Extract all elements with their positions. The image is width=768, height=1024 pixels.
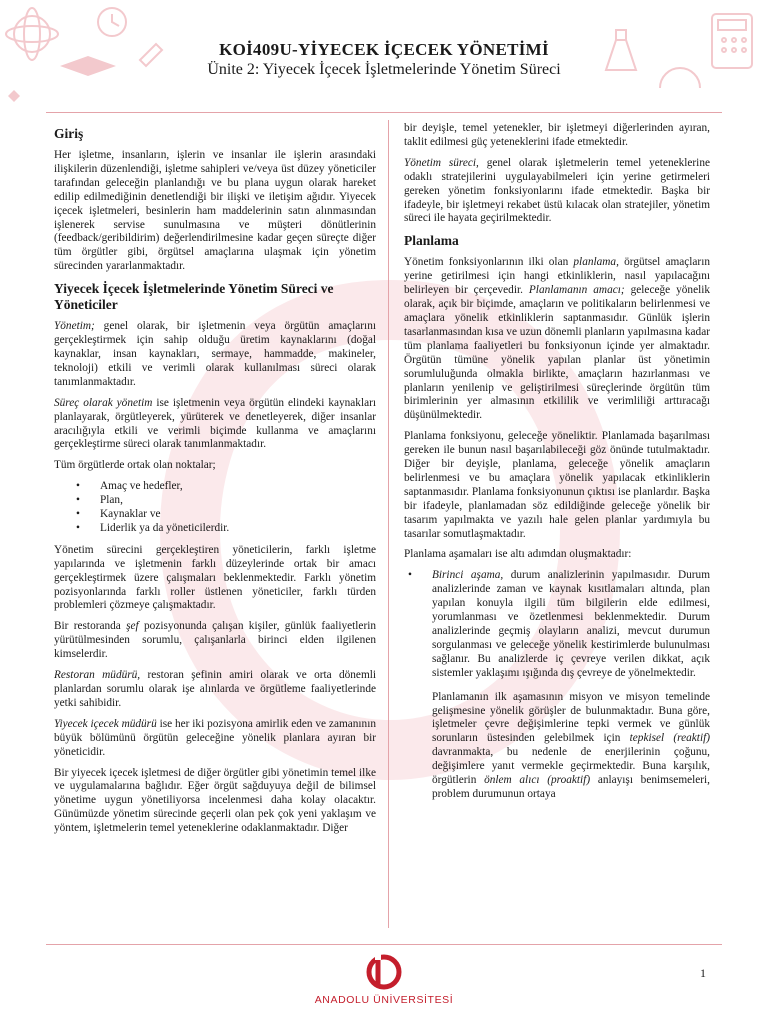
planning-step-list	[404, 569, 710, 802]
paragraph: Yönetim; genel olarak, bir işletmenin veya örgütün amaçlarını gerçekleştirmek için sahip olduğu üretim kaynaklarını (doğal kaynaklar, insan kaynakları, sermaye, hammadde, makineler, teknoloji) etkili ve verimli olarak kullanılması süreci olarak tanımlanmaktadır.	[54, 320, 376, 388]
bullet-list	[54, 480, 376, 536]
list-item: • Liderlik ya da yöneticilerdir.	[100, 522, 376, 536]
emphasis: Yönetim süreci,	[404, 156, 479, 169]
heading-giris: Giriş	[54, 126, 84, 141]
emphasis: Süreç olarak yönetim	[54, 396, 153, 409]
emphasis: planlama,	[573, 256, 619, 269]
page-number: 1	[700, 966, 706, 980]
paragraph: Planlamanın ilk aşamasının misyon ve misyon temelinde gelişmesine yönelik görüşler de bulunmaktadır. Buna göre, işletmeler çevre değişimlerine tepki vermek ve günlük sorunların üstesinden gelebilmek için tepkisel (reaktif) davranmakta, bu nedenle de enerjilerinin çoğunu, değişimlere yanıt vermekle geçirmektedir. Buna karşılık, örgütlerin önlem alıcı (proaktif) anlayışı benimsemeleri, problem durumunun ortaya	[432, 690, 710, 800]
list-item: • Plan,	[100, 494, 376, 508]
logo-text: ANADOLU ÜNİVERSİTESİ	[314, 994, 454, 1006]
paragraph: Yiyecek içecek müdürü ise her iki pozisyona amirlik eden ve zamanının büyük bölümünü örgütün geleceğine yönelik planlara ayıran bir yöneticidir.	[54, 717, 376, 758]
emphasis: tepkisel (reaktif)	[629, 732, 710, 745]
emphasis: önlem alıcı (proaktif)	[484, 774, 591, 787]
logo-icon	[364, 952, 404, 992]
paragraph: Yönetim fonksiyonlarının ilki olan planlama, örgütsel amaçların yerine getirilmesi için hangi etkinliklerin, nasıl yapılacağını belirleyen bir çerçevedir. Planlamanın amacı; geleceğe yönelik olarak, açık bir biçimde, amaçların ve politikaların belirlenmesi ve amaçlara yönelik etkinliklerin saptanmasıdır. Günlük işlerin tasarlanmasından kısa ve uzun dönemli planların yapılmasına kadar tüm planlama faaliyetleri bu fonksiyonun içinde yer almaktadır. Örgütün tümüne yönelik yapılan planlar üst yönetimin sorumluluğunda olmakla birlikte, amaçların hazırlanması ve planların yenilenip ve geliştirilmesi süreçlerinde örgütün tüm birimlerinin yer almasının etkililik ve verimliliği arttıracağı düşünülmektedir.	[404, 256, 711, 422]
list-item: • Amaç ve hedefler,	[100, 480, 376, 494]
paragraph: Planlama aşamaları ise altı adımdan oluşmaktadır:	[404, 548, 632, 561]
unit-subtitle: Ünite 2: Yiyecek İçecek İşletmelerinde Yönetim Süreci	[207, 61, 561, 78]
footer-divider	[46, 944, 722, 945]
list-item: Birinci aşama, durum analizlerinin yapılmasıdır. Durum analizlerinde zaman ve kaynak kısıtlamaları altında, plan yapılan konuyla ilgili tüm bilgilerin elde edilmesi, yorumlanması ve özetlenmesi beklenmektedir. Durum analizlerinde geçmiş olayların analizi, mevcut durumun sorgulanması ve geleceğe yönelik kestirimlerde bulunulması sağlanır. Bu analizlerde iç çevreye verilen dikkat, açık sistemler yaklaşımı ışığında dış çevreye de yönelmektedir.	[432, 569, 710, 679]
list-item: • Kaynaklar ve	[100, 508, 376, 522]
paragraph: Süreç olarak yönetim ise işletmenin veya örgütün elindeki kaynakları planlayarak, örgütleyerek, yürüterek ve denetleyerek, diğer insanlar aracılığıyla etkili ve verimli biçimde kullanma ve amaçlarını gerçekleştirme süreci olarak tanımlanmaktadır.	[54, 396, 376, 451]
right-column	[404, 122, 710, 812]
heading-planlama: Planlama	[404, 233, 459, 249]
paragraph: Yönetim süreci, genel olarak işletmelerin temel yeteneklerine odaklı stratejilerini uygulayabilmeleri için yerine getirmeleri gereken yönetim fonksiyonlarını ifade etmektedir. Başka bir ifadeyle, bir işletmeyi rekabet üstü kılacak olan stratejiler, yönetim süreci ile hayata geçirilmektedir.	[404, 156, 710, 225]
emphasis: Planlamanın amacı;	[528, 284, 625, 297]
paragraph: Yönetim sürecini gerçekleştiren yöneticilerin, farklı işletme yapılarında ve işletmenin farklı düzeylerinde ortak bir amacı gerçekleştirmek üzere çalışmaları beklenmektedir. Farklı yönetim pozisyonlarında farklı roller üstlenen yöneticiler, farklı türden problemleri çözmeye çalışmaktadır.	[54, 543, 376, 612]
paragraph: Restoran müdürü, restoran şefinin amiri olarak ve orta dönemli planlardan sorumlu olarak işe alınlarda ve örgütleme faaliyetlerinde yetki sahibidir.	[54, 669, 377, 709]
header-divider	[46, 112, 722, 113]
paragraph: Bir restoranda şef pozisyonunda çalışan kişiler, günlük faaliyetlerin yürütülmesinden sorumlu, çalışanlarla birinci elden ilgilenen kimselerdir.	[54, 620, 376, 661]
paragraph: Planlama fonksiyonu, geleceğe yöneliktir. Planlamada başarılması gereken ile bunun nasıl başarılabileceği göz önünde tutulmaktadır. Diğer bir deyişle, planlama, geleceğe yönelik amaçların belirlenmesi ve bu amaçlara yönelik yapılacak etkinliklerin saptanmasıdır. Planlama fonksiyonunun çıktısı ise planlardır. Başka bir ifadeyle, planlamadan söz edildiğinde geleceğe yönelik bir tasarım yapılmakta ve yazılı hale gelen planlar yardımıyla bu tasarılar somutlaşmaktadır.	[404, 430, 710, 540]
paragraph: Tüm örgütlerde ortak olan noktalar;	[54, 459, 216, 472]
bullet-icon: •	[408, 569, 412, 582]
page-header	[0, 40, 768, 79]
emphasis: Birinci aşama,	[432, 569, 504, 582]
emphasis: Restoran müdürü,	[54, 669, 141, 682]
left-column	[54, 122, 376, 843]
paragraph: Her işletme, insanların, işlerin ve insanlar ile işlerin arasındaki ilişkilerin düzenlendiği, işletme sahipleri ve/veya üst düzey yöneticiler tarafından geleceğin planlandığı ve bu plana uygun olarak hareket edilip edilmediğinin denetlendiği bir ilişki ve iletişim ağıdır. Yiyecek içecek işletmeleri, besinlerin ham maddelerinin satın alınmasından işlenerek servise sunulmasına ve müşteri dönütlerinin (feedback/geribildirim) değerlendirilmesine kadar geçen süreçte diğer tüm örgütler gibi, örgütsel amaçlarına ulaşmak için yönetim sürecinden yararlanmaktadır.	[54, 149, 376, 273]
column-divider	[388, 120, 389, 928]
paragraph: bir deyişle, temel yetenekler, bir işletmeyi diğerlerinden ayıran, taklit edilmesi güç yeteneklerini ifade etmektedir.	[404, 122, 710, 148]
emphasis: Yönetim;	[54, 320, 95, 333]
emphasis: şef	[126, 620, 139, 633]
course-title: KOİ409U-YİYECEK İÇECEK YÖNETİMİ	[219, 40, 549, 59]
paragraph: Bir yiyecek içecek işletmesi de diğer örgütler gibi yönetimin temel ilke ve uygulamalarına bağlıdır. Eğer örgüt sağduyuya değil de bilimsel yönetime uygun yönetiliyorsa incelenmesi daha kolay olacaktır. Günümüzde yönetim sürecinde geçerli olan pek çok yeni yaklaşım ve yöntem, işletmelerin temel yeteneklerine odaklanmaktadır. Diğer	[54, 766, 376, 835]
heading-yonetim-sureci: Yiyecek İçecek İşletmelerinde Yönetim Süreci ve Yöneticiler	[54, 281, 334, 313]
emphasis: Yiyecek içecek müdürü	[54, 717, 157, 730]
university-logo	[309, 952, 459, 1006]
